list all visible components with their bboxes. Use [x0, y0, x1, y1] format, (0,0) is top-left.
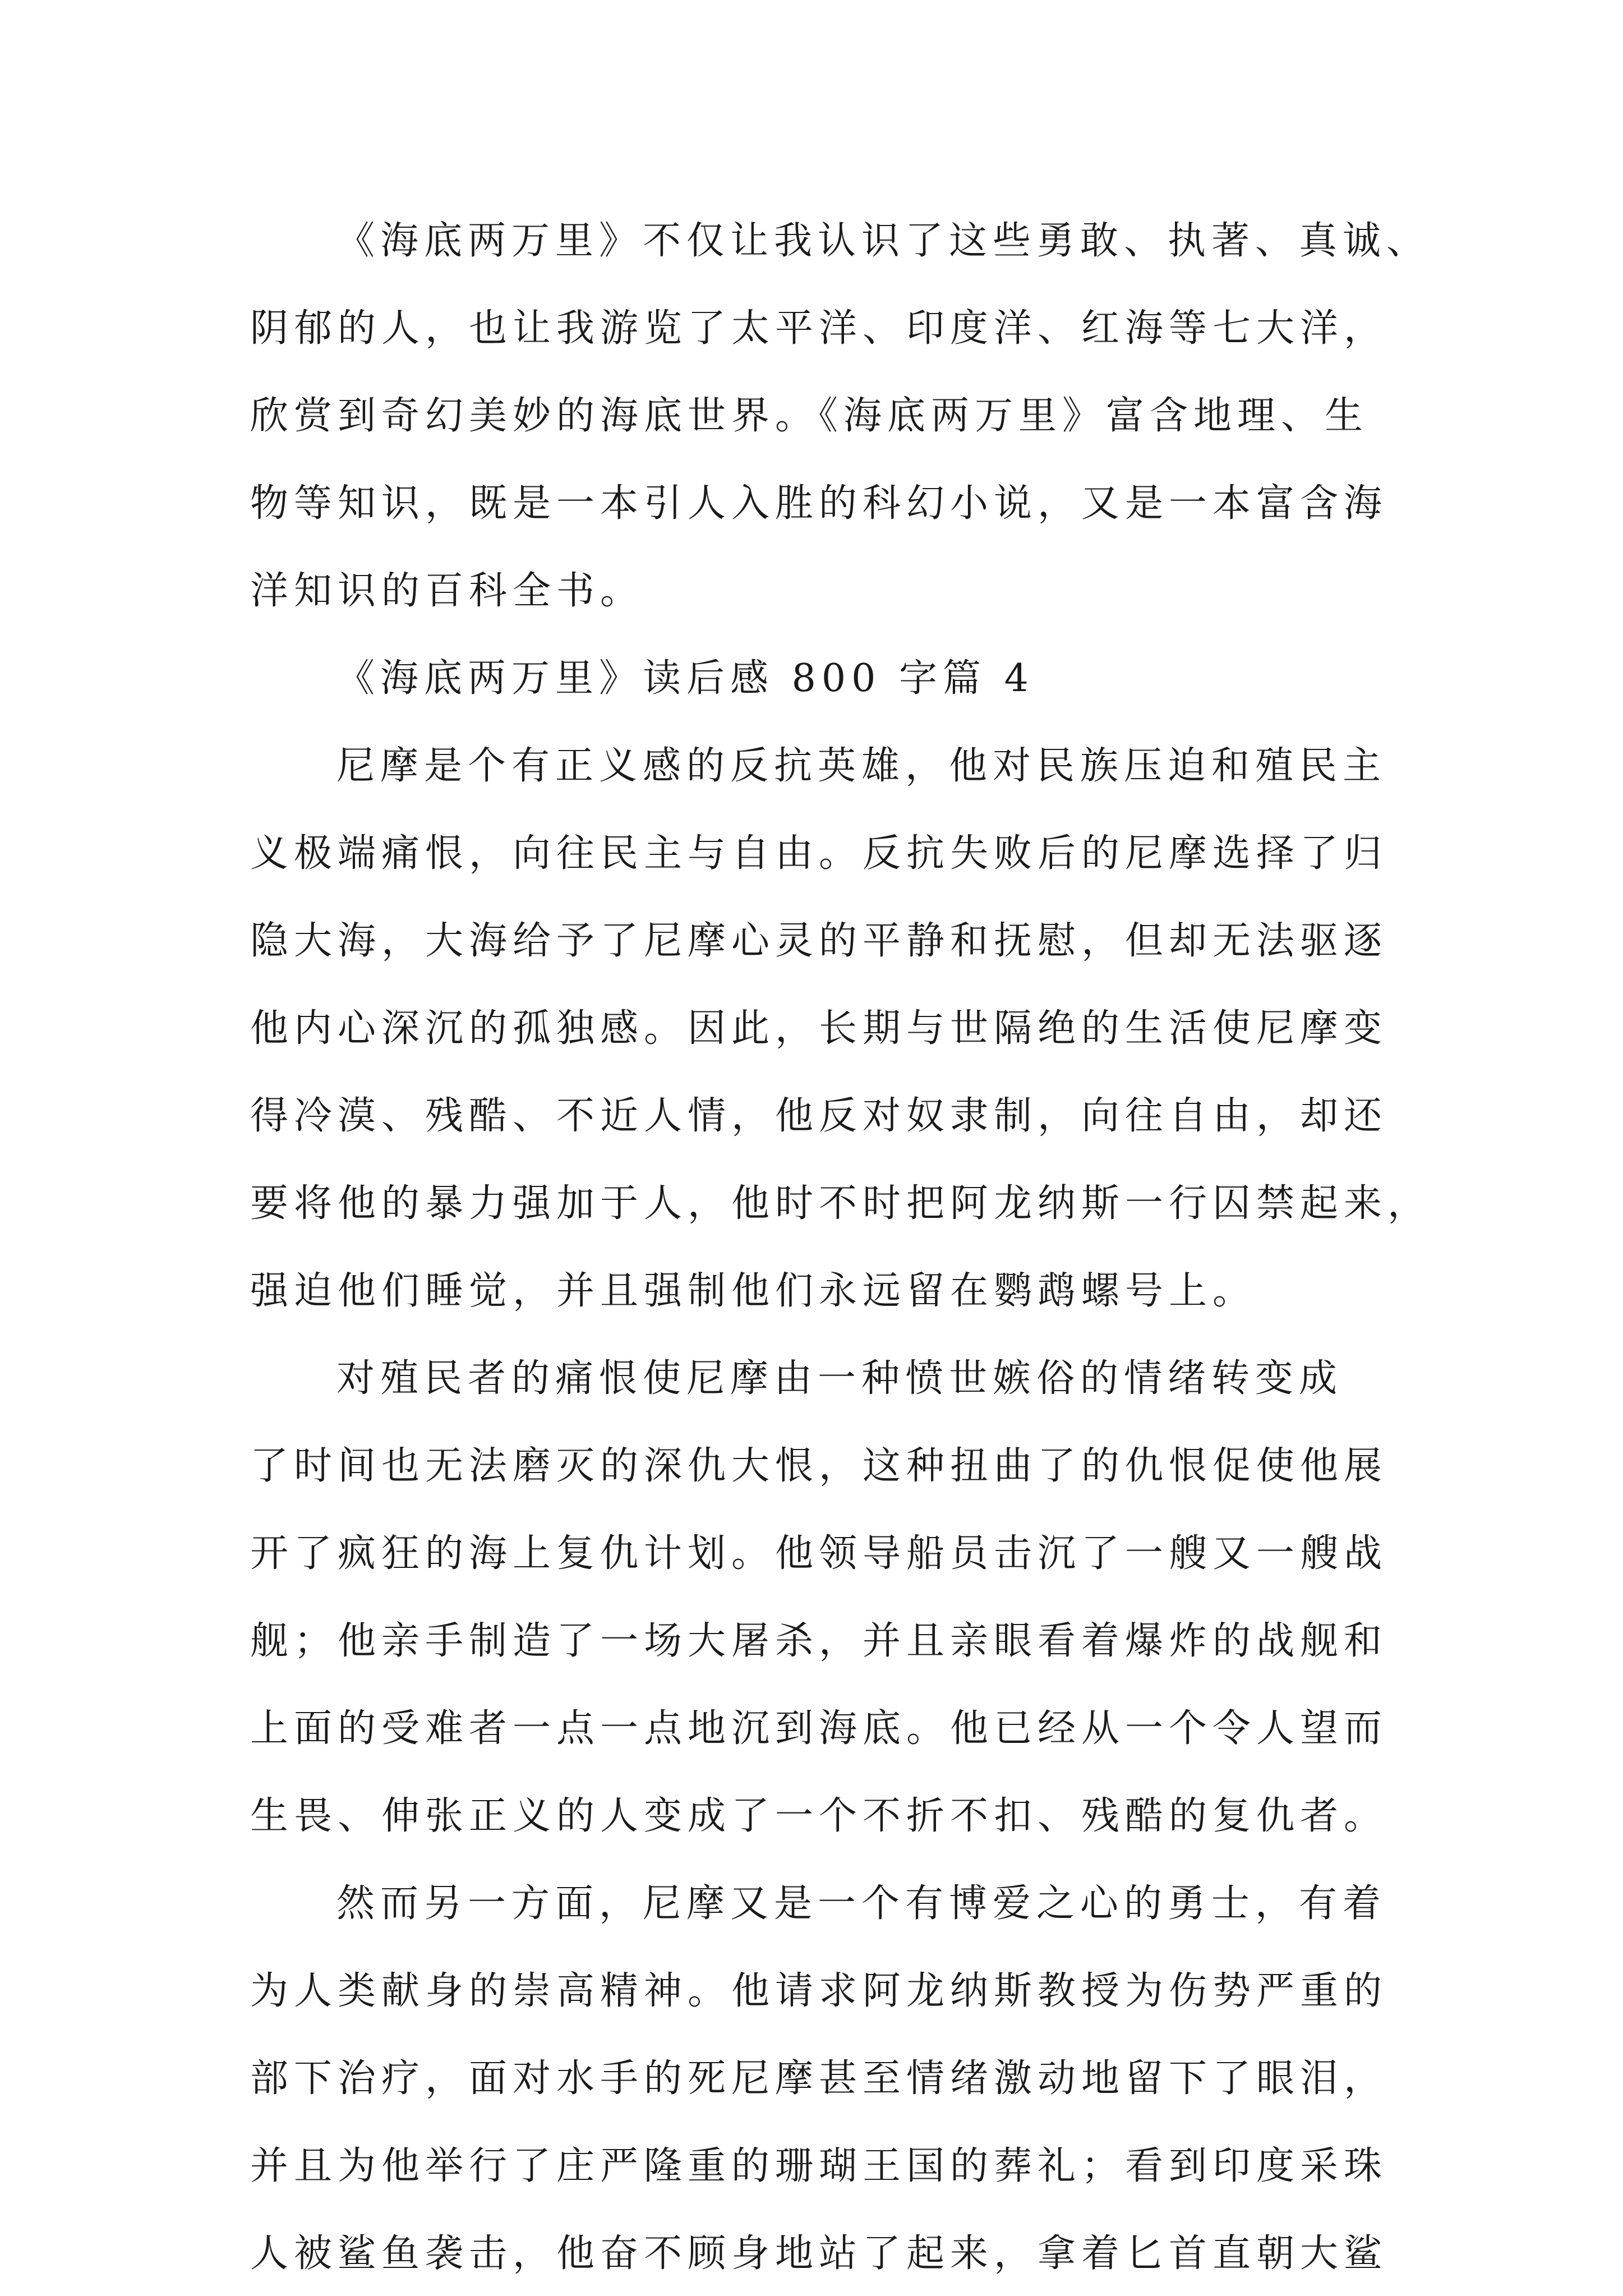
text-line: 人被鲨鱼袭击，他奋不顾身地站了起来，拿着匕首直朝大鲨 [250, 2231, 1388, 2276]
text-line: 他内心深沉的孤独感。因此，长期与世隔绝的生活使尼摩变 [250, 1006, 1388, 1051]
text-line: 《海底两万里》不仅让我认识了这些勇敢、执著、真诚、 [336, 219, 1431, 263]
text-line: 并且为他举行了庄严隆重的珊瑚王国的葬礼；看到印度采珠 [250, 2144, 1388, 2188]
text-line: 对殖民者的痛恨使尼摩由一种愤世嫉俗的情绪转变成 [336, 1356, 1343, 1401]
text-line: 开了疯狂的海上复仇计划。他领导船员击沉了一艘又一艘战 [250, 1531, 1388, 1576]
text-line: 为人类献身的崇高精神。他请求阿龙纳斯教授为伤势严重的 [250, 1969, 1388, 2013]
text-line: 尼摩是个有正义感的反抗英雄，他对民族压迫和殖民主 [336, 744, 1387, 788]
text-line: 阴郁的人，也让我游览了太平洋、印度洋、红海等七大洋， [250, 306, 1388, 351]
text-line: 洋知识的百科全书。 [250, 569, 644, 613]
text-line: 得冷漠、残酷、不近人情，他反对奴隶制，向往自由，却还 [250, 1094, 1388, 1138]
text-line: 物等知识，既是一本引人入胜的科幻小说，又是一本富含海 [250, 481, 1388, 526]
text-line: 隐大海，大海给予了尼摩心灵的平静和抚慰，但却无法驱逐 [250, 919, 1388, 963]
section-heading: 《海底两万里》读后感 800 字篇 4 [336, 656, 1034, 701]
text-line: 生畏、伸张正义的人变成了一个不折不扣、残酷的复仇者。 [250, 1794, 1388, 1838]
text-line: 强迫他们睡觉，并且强制他们永远留在鹦鹉螺号上。 [250, 1269, 1257, 1313]
text-line: 欣赏到奇幻美妙的海底世界。《海底两万里》富含地理、生 [250, 394, 1369, 438]
text-line: 要将他的暴力强加于人，他时不时把阿龙纳斯一行囚禁起来， [250, 1181, 1432, 1226]
text-line: 上面的受难者一点一点地沉到海底。他已经从一个令人望而 [250, 1706, 1388, 1751]
text-line: 然而另一方面，尼摩又是一个有博爱之心的勇士，有着 [336, 1881, 1387, 1926]
text-line: 舰；他亲手制造了一场大屠杀，并且亲眼看着爆炸的战舰和 [250, 1619, 1388, 1663]
text-line: 部下治疗，面对水手的死尼摩甚至情绪激动地留下了眼泪， [250, 2056, 1388, 2101]
text-line: 了时间也无法磨灭的深仇大恨，这种扭曲了的仇恨促使他展 [250, 1444, 1388, 1488]
text-line: 义极端痛恨，向往民主与自由。反抗失败后的尼摩选择了归 [250, 831, 1388, 876]
